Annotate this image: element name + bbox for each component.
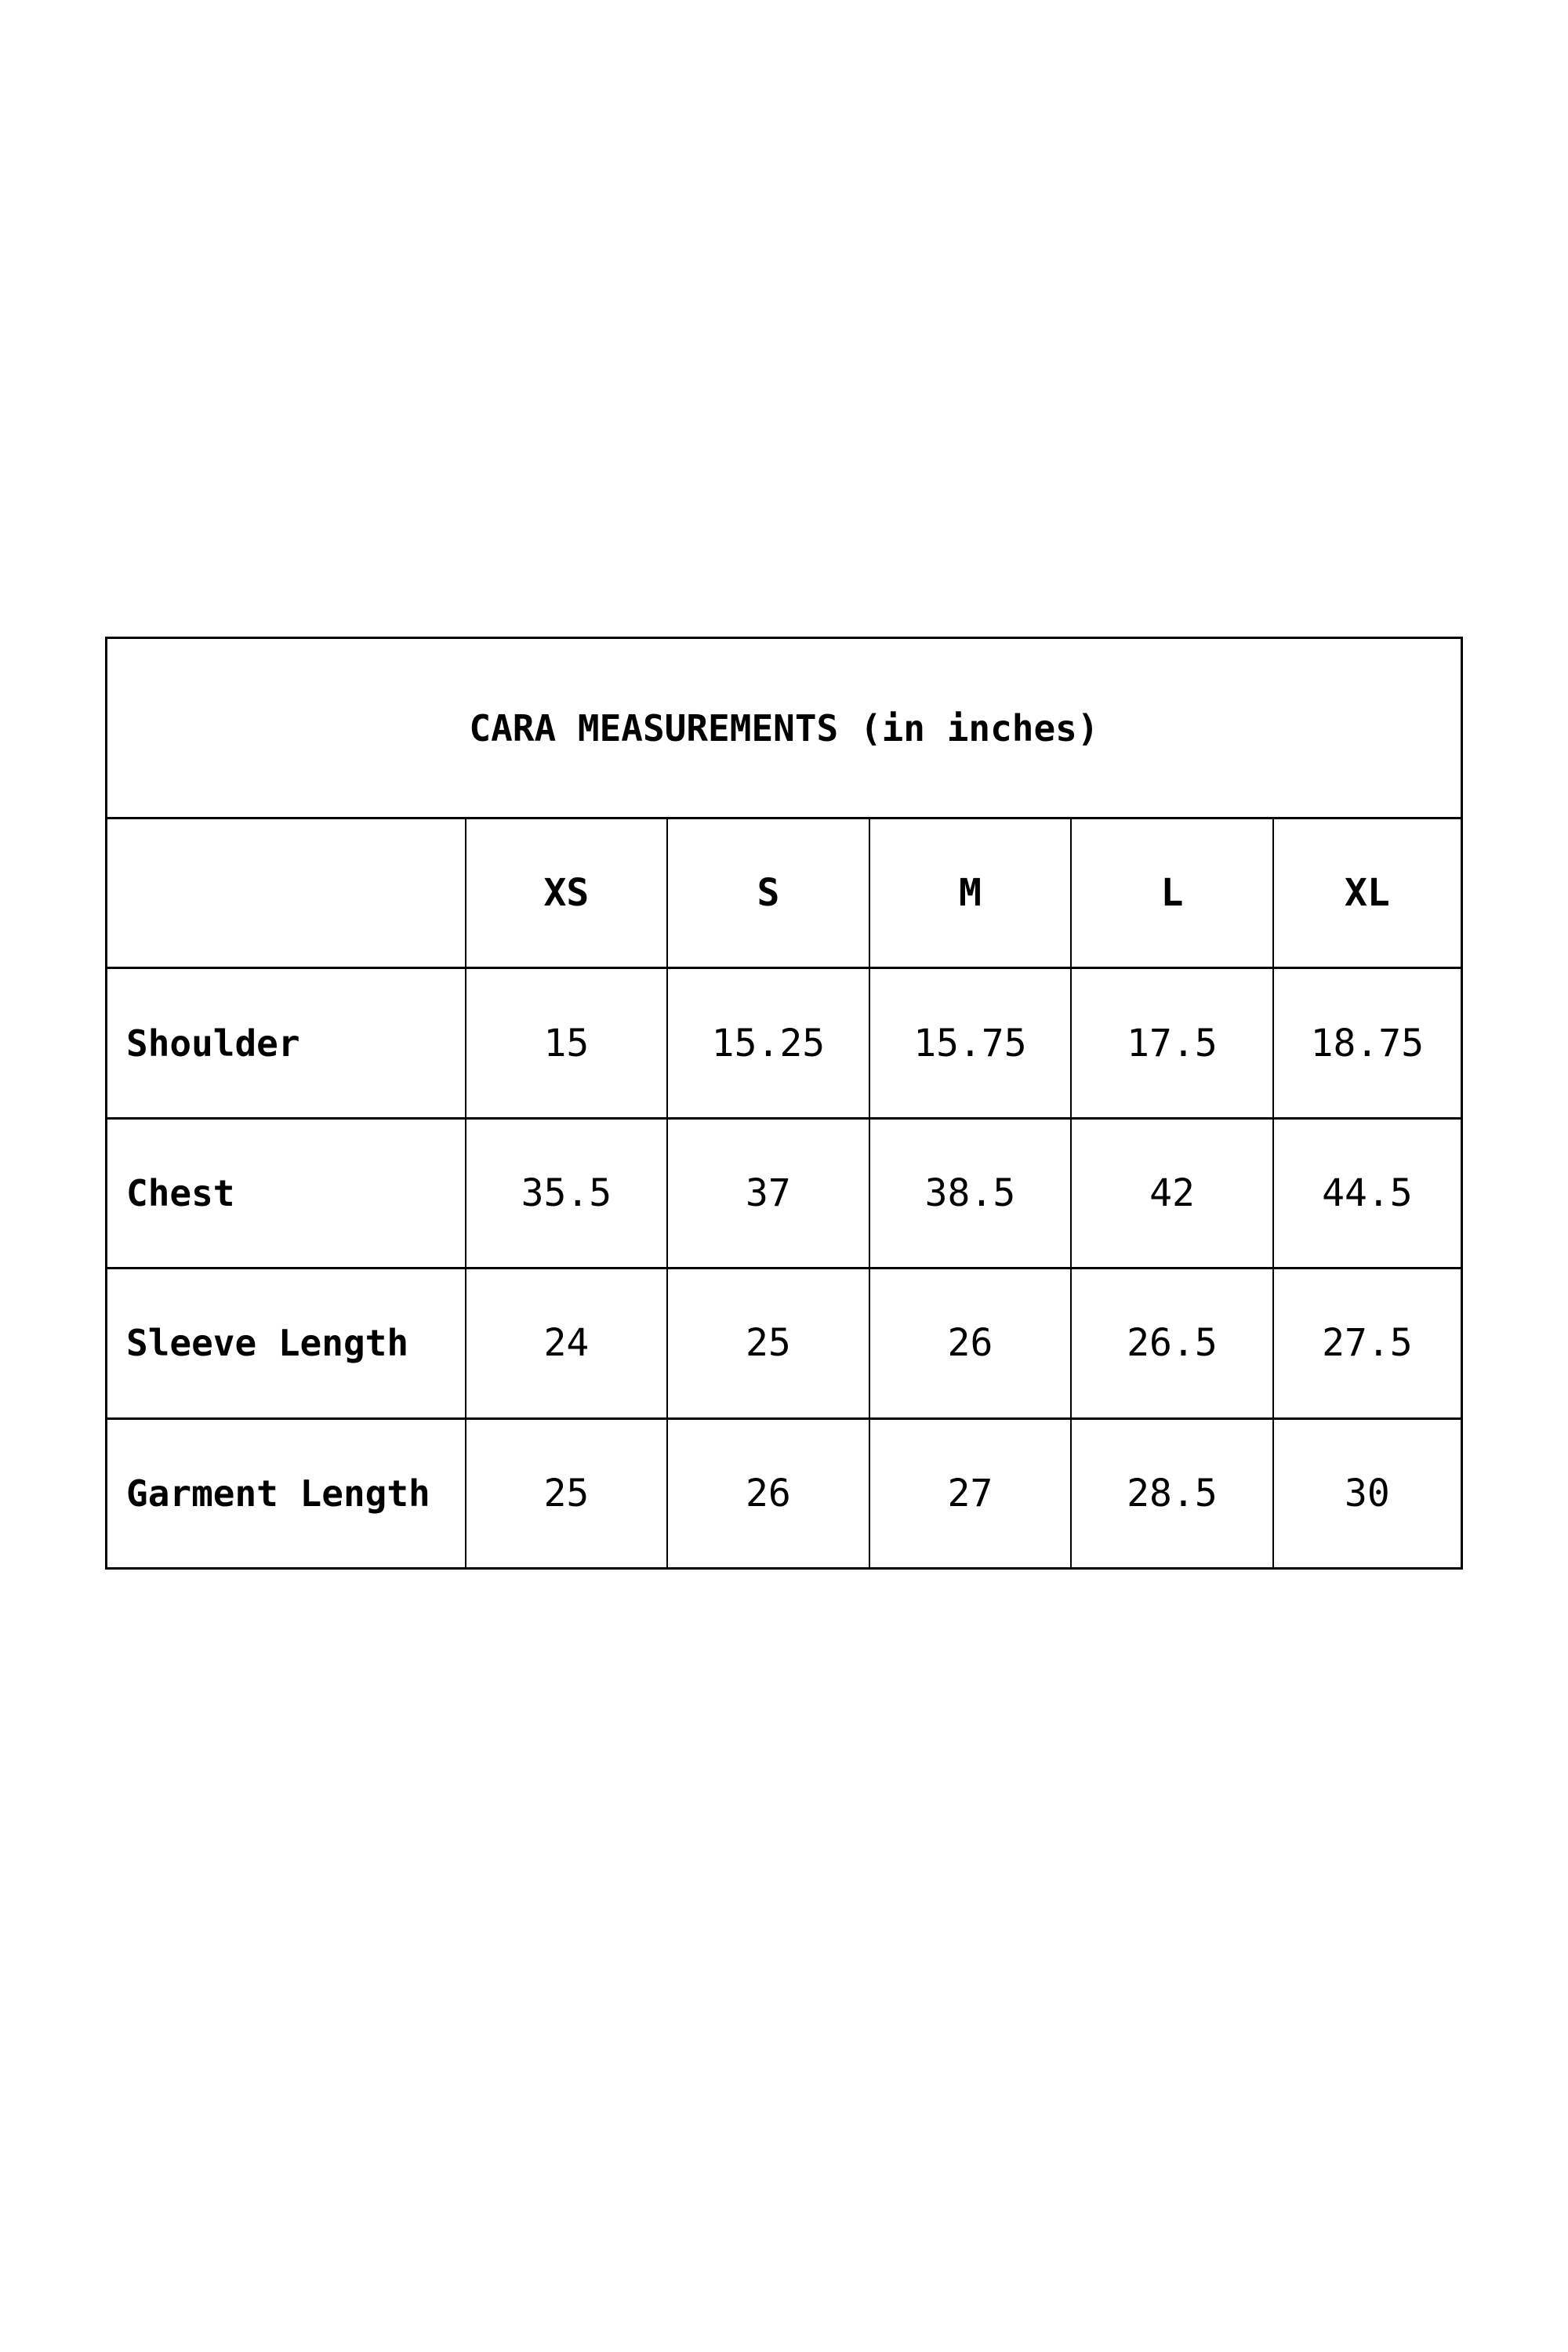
header-row <box>107 817 1461 967</box>
measurement-cell: 26 <box>666 1420 869 1567</box>
measurement-cell: 38.5 <box>869 1120 1071 1267</box>
measurement-cell: 26 <box>869 1269 1071 1417</box>
row-label-shoulder: Shoulder <box>126 1022 300 1065</box>
measurement-cell: 24 <box>465 1269 667 1417</box>
measurement-cell: 25 <box>465 1420 667 1567</box>
size-column-header-m: M <box>869 819 1071 967</box>
measurement-cell: 27 <box>869 1420 1071 1567</box>
table-title: CARA MEASUREMENTS (in inches) <box>469 706 1099 750</box>
measurement-cell: 15.25 <box>666 969 869 1116</box>
measurement-cell: 44.5 <box>1272 1120 1461 1267</box>
size-column-header-l: L <box>1070 819 1272 967</box>
row-label-chest: Chest <box>126 1172 235 1215</box>
title-row <box>107 639 1461 817</box>
table-row-chest <box>107 1117 1461 1267</box>
size-column-header-s: S <box>666 819 869 967</box>
measurement-cell: 15.75 <box>869 969 1071 1116</box>
measurement-cell: 17.5 <box>1070 969 1272 1116</box>
table-row-shoulder <box>107 967 1461 1116</box>
measurement-cell: 27.5 <box>1272 1269 1461 1417</box>
size-column-header-xs: XS <box>465 819 667 967</box>
measurement-cell: 26.5 <box>1070 1269 1272 1417</box>
measurement-cell: 42 <box>1070 1120 1272 1267</box>
size-chart-table <box>105 637 1463 1570</box>
table-row-garment-length <box>107 1417 1461 1567</box>
measurement-cell: 37 <box>666 1120 869 1267</box>
row-label-garment-length: Garment Length <box>126 1472 430 1515</box>
table-row-sleeve-length <box>107 1267 1461 1417</box>
measurement-cell: 18.75 <box>1272 969 1461 1116</box>
measurement-cell: 35.5 <box>465 1120 667 1267</box>
measurement-cell: 25 <box>666 1269 869 1417</box>
measurement-cell: 28.5 <box>1070 1420 1272 1567</box>
size-column-header-xl: XL <box>1272 819 1461 967</box>
row-label-sleeve-length: Sleeve Length <box>126 1322 409 1365</box>
measurement-cell: 30 <box>1272 1420 1461 1567</box>
header-corner-cell <box>107 819 465 967</box>
measurement-cell: 15 <box>465 969 667 1116</box>
